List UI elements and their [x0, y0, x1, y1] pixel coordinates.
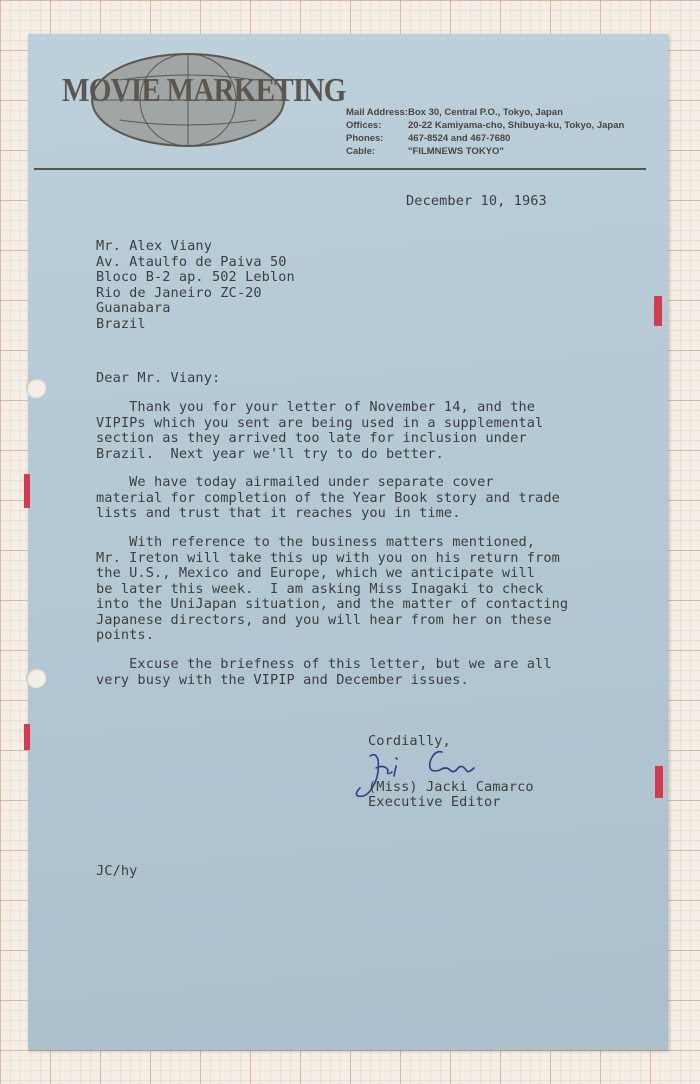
letterhead-divider	[34, 168, 646, 170]
mail-address: Box 30, Central P.O., Tokyo, Japan	[408, 107, 563, 118]
red-tab-mark	[655, 766, 663, 798]
body-paragraph: We have today airmailed under separate cover material for completion of the Year Book story and trade lists and trust that it reaches you in time.	[96, 474, 560, 521]
closing: Cordially,	[368, 733, 451, 749]
cable-label: Cable:	[346, 146, 376, 157]
body-paragraph: Thank you for your letter of November 14, and the VIPIPs which you sent are being used in a supplemental section as they arrived too late for inclusion under Brazil. Next year we'll try to do better.	[96, 399, 544, 462]
letter-sheet	[28, 34, 668, 1050]
offices-label: Offices:	[346, 120, 382, 131]
offices-address: 20-22 Kamiyama-cho, Shibuya-ku, Tokyo, Japan	[408, 120, 625, 131]
letter-date: December 10, 1963	[406, 193, 547, 209]
punch-hole-top	[26, 378, 46, 398]
address-line: Rio de Janeiro ZC-20	[96, 284, 262, 301]
signer-name: (Miss) Jacki Camarco	[368, 779, 534, 795]
company-logo	[60, 50, 346, 150]
recipient-address	[96, 239, 295, 332]
address-line: Brazil	[96, 315, 146, 332]
typist-initials: JC/hy	[96, 863, 138, 879]
address-line: Mr. Alex Viany	[96, 238, 212, 254]
red-tab-mark	[24, 474, 30, 508]
phone-numbers: 467-8524 and 467-7680	[408, 133, 511, 144]
red-tab-mark	[24, 724, 30, 750]
body-paragraph: With reference to the business matters mentioned, Mr. Ireton will take this up with you on his return from the U.S., Mexico and Europe, which we anticipate will be later this week. I am asking Miss Inagaki to check into the UniJapan situation, and the matter of contacting Japanese directors, and you will hear from her on these points.	[96, 534, 569, 643]
salutation: Dear Mr. Viany:	[96, 370, 221, 386]
address-line: Bloco B-2 ap. 502 Leblon	[96, 269, 295, 285]
signer-title: Executive Editor	[368, 794, 501, 810]
address-line: Guanabara	[96, 300, 171, 316]
punch-hole-bottom	[26, 668, 46, 688]
red-tab-mark	[654, 296, 662, 326]
company-name: MOVIE MARKETING	[62, 72, 346, 109]
mail-label: Mail Address:	[346, 107, 408, 118]
letterhead-contact	[346, 106, 624, 158]
phones-label: Phones:	[346, 133, 384, 144]
cable-address: "FILMNEWS TOKYO"	[408, 146, 504, 157]
body-paragraph: Excuse the briefness of this letter, but we are all very busy with the VIPIP and December issues.	[96, 656, 552, 688]
address-line: Av. Ataulfo de Paiva 50	[96, 253, 287, 270]
